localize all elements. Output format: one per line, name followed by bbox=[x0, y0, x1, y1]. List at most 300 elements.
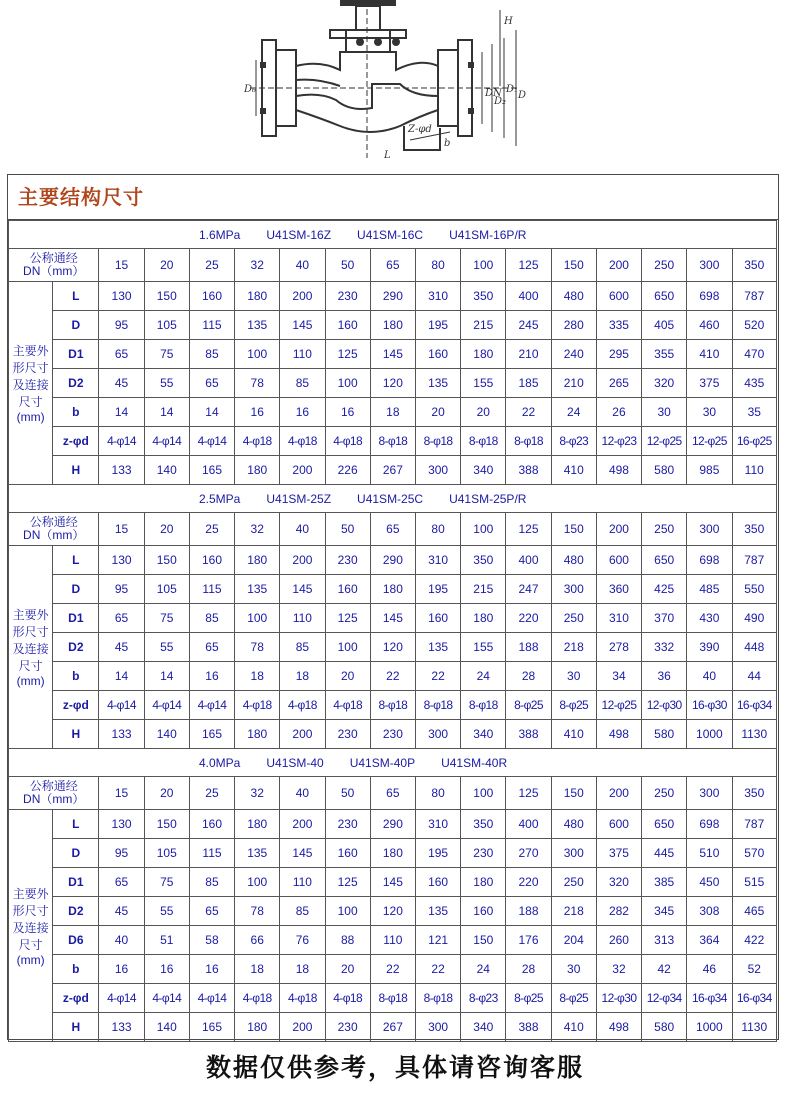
table-cell: 95 bbox=[99, 575, 144, 604]
table-cell: 1000 bbox=[687, 1013, 732, 1042]
table-cell: 195 bbox=[415, 839, 460, 868]
table-cell: 12-φ30 bbox=[596, 984, 641, 1013]
table-cell: 150 bbox=[144, 810, 189, 839]
table-cell: 340 bbox=[461, 720, 506, 749]
dn-value: 350 bbox=[732, 513, 777, 546]
group-label-line: 形尺寸 bbox=[12, 903, 49, 918]
table-cell: 580 bbox=[642, 720, 687, 749]
table-cell: 160 bbox=[415, 340, 460, 369]
table-cell: 8-φ23 bbox=[461, 984, 506, 1013]
table-cell: 332 bbox=[642, 633, 687, 662]
table-cell: 698 bbox=[687, 810, 732, 839]
table-cell: 4-φ18 bbox=[325, 984, 370, 1013]
table-cell: 22 bbox=[370, 955, 415, 984]
table-cell: 160 bbox=[415, 868, 460, 897]
table-cell: 498 bbox=[596, 720, 641, 749]
pressure-rating: 2.5MPa bbox=[199, 491, 241, 506]
table-cell: 520 bbox=[732, 311, 777, 340]
dn-value: 250 bbox=[642, 777, 687, 810]
table-cell: 18 bbox=[370, 398, 415, 427]
table-cell: 370 bbox=[642, 604, 687, 633]
dn-value: 80 bbox=[415, 777, 460, 810]
table-cell: 110 bbox=[732, 456, 777, 485]
table-cell: 310 bbox=[415, 282, 460, 311]
pressure-rating: 4.0MPa bbox=[199, 755, 241, 770]
table-cell: 265 bbox=[596, 369, 641, 398]
table-cell: 75 bbox=[144, 604, 189, 633]
table-cell: 4-φ14 bbox=[189, 691, 234, 720]
table-cell: 4-φ18 bbox=[325, 427, 370, 456]
table-cell: 110 bbox=[280, 868, 325, 897]
group-label bbox=[9, 546, 53, 749]
dn-header-line: DN（mm） bbox=[23, 528, 85, 542]
table-cell: 460 bbox=[687, 311, 732, 340]
table-cell: 280 bbox=[551, 311, 596, 340]
table-cell: 12-φ23 bbox=[596, 427, 641, 456]
dimensions-table bbox=[8, 220, 777, 1042]
row-label: b bbox=[53, 955, 99, 984]
table-cell: 160 bbox=[189, 282, 234, 311]
table-cell: 300 bbox=[415, 456, 460, 485]
table-cell: 320 bbox=[642, 369, 687, 398]
table-cell: 200 bbox=[280, 456, 325, 485]
table-cell: 310 bbox=[596, 604, 641, 633]
table-cell: 204 bbox=[551, 926, 596, 955]
row-label: H bbox=[53, 456, 99, 485]
group-label bbox=[9, 282, 53, 485]
table-cell: 185 bbox=[506, 369, 551, 398]
table-cell: 390 bbox=[687, 633, 732, 662]
table-cell: 16 bbox=[280, 398, 325, 427]
table-cell: 450 bbox=[687, 868, 732, 897]
table-cell: 180 bbox=[461, 868, 506, 897]
table-cell: 135 bbox=[415, 897, 460, 926]
table-cell: 125 bbox=[325, 340, 370, 369]
group-label-line: 主要外 bbox=[12, 344, 49, 358]
table-cell: 145 bbox=[280, 839, 325, 868]
table-row bbox=[9, 398, 777, 427]
table-cell: 100 bbox=[325, 633, 370, 662]
table-cell: 220 bbox=[506, 604, 551, 633]
row-label: D bbox=[53, 311, 99, 340]
table-cell: 120 bbox=[370, 633, 415, 662]
table-cell: 160 bbox=[415, 604, 460, 633]
section-header bbox=[9, 485, 777, 513]
table-cell: 8-φ18 bbox=[370, 691, 415, 720]
dn-value: 250 bbox=[642, 249, 687, 282]
table-cell: 195 bbox=[415, 311, 460, 340]
table-row bbox=[9, 604, 777, 633]
table-cell: 200 bbox=[280, 1013, 325, 1042]
dn-value: 100 bbox=[461, 777, 506, 810]
dn-value: 80 bbox=[415, 513, 460, 546]
table-cell: 515 bbox=[732, 868, 777, 897]
table-cell: 580 bbox=[642, 456, 687, 485]
table-cell: 787 bbox=[732, 810, 777, 839]
dn-value: 125 bbox=[506, 513, 551, 546]
dn-header bbox=[9, 777, 99, 810]
section-header bbox=[9, 749, 777, 777]
table-cell: 135 bbox=[415, 369, 460, 398]
table-cell: 22 bbox=[370, 662, 415, 691]
table-row bbox=[9, 839, 777, 868]
table-cell: 4-φ18 bbox=[325, 691, 370, 720]
dn-value: 125 bbox=[506, 777, 551, 810]
table-row bbox=[9, 633, 777, 662]
dn-value: 300 bbox=[687, 513, 732, 546]
table-cell: 85 bbox=[189, 604, 234, 633]
table-cell: 375 bbox=[687, 369, 732, 398]
table-cell: 375 bbox=[596, 839, 641, 868]
table-cell: 350 bbox=[461, 282, 506, 311]
table-cell: 282 bbox=[596, 897, 641, 926]
dn-value: 100 bbox=[461, 513, 506, 546]
dn-value: 20 bbox=[144, 249, 189, 282]
model-number: U41SM-25C bbox=[357, 491, 424, 506]
group-label-line: 形尺寸 bbox=[12, 361, 49, 375]
table-cell: 180 bbox=[235, 456, 280, 485]
table-cell: 4-φ18 bbox=[280, 984, 325, 1013]
table-cell: 58 bbox=[189, 926, 234, 955]
table-cell: 145 bbox=[280, 575, 325, 604]
table-cell: 787 bbox=[732, 282, 777, 311]
dim-d-label: D bbox=[518, 90, 527, 101]
table-cell: 42 bbox=[642, 955, 687, 984]
table-cell: 1000 bbox=[687, 720, 732, 749]
table-row bbox=[9, 456, 777, 485]
table-cell: 260 bbox=[596, 926, 641, 955]
model-number: U41SM-25Z bbox=[266, 491, 332, 506]
table-cell: 28 bbox=[506, 662, 551, 691]
dn-value: 32 bbox=[235, 513, 280, 546]
group-label-line: 尺寸 bbox=[18, 659, 43, 673]
table-cell: 180 bbox=[461, 340, 506, 369]
table-row bbox=[9, 427, 777, 456]
table-cell: 12-φ34 bbox=[642, 984, 687, 1013]
dn-value: 25 bbox=[189, 777, 234, 810]
table-cell: 480 bbox=[551, 546, 596, 575]
table-cell: 24 bbox=[461, 662, 506, 691]
table-cell: 135 bbox=[415, 633, 460, 662]
table-cell: 400 bbox=[506, 810, 551, 839]
table-cell: 125 bbox=[325, 868, 370, 897]
table-cell: 4-φ14 bbox=[144, 691, 189, 720]
table-cell: 130 bbox=[99, 282, 144, 311]
table-cell: 698 bbox=[687, 546, 732, 575]
table-cell: 335 bbox=[596, 311, 641, 340]
table-cell: 490 bbox=[732, 604, 777, 633]
table-cell: 100 bbox=[235, 868, 280, 897]
table-row bbox=[9, 575, 777, 604]
table-cell: 133 bbox=[99, 456, 144, 485]
row-label: b bbox=[53, 662, 99, 691]
table-cell: 105 bbox=[144, 311, 189, 340]
table-cell: 20 bbox=[325, 955, 370, 984]
table-cell: 160 bbox=[189, 810, 234, 839]
dn-value: 65 bbox=[370, 513, 415, 546]
dn-value: 80 bbox=[415, 249, 460, 282]
table-cell: 140 bbox=[144, 1013, 189, 1042]
table-cell: 480 bbox=[551, 282, 596, 311]
dn-header-line: 公称通经 bbox=[29, 515, 78, 529]
table-cell: 145 bbox=[370, 604, 415, 633]
table-cell: 150 bbox=[461, 926, 506, 955]
table-cell: 26 bbox=[596, 398, 641, 427]
table-cell: 65 bbox=[189, 633, 234, 662]
table-cell: 65 bbox=[99, 868, 144, 897]
table-cell: 75 bbox=[144, 868, 189, 897]
table-cell: 180 bbox=[370, 575, 415, 604]
dim-b-label: b bbox=[444, 138, 451, 149]
table-cell: 12-φ30 bbox=[642, 691, 687, 720]
table-cell: 176 bbox=[506, 926, 551, 955]
dn-value: 32 bbox=[235, 777, 280, 810]
row-label: z-φd bbox=[53, 427, 99, 456]
dn-header bbox=[9, 249, 99, 282]
dn-value: 250 bbox=[642, 513, 687, 546]
table-cell: 24 bbox=[461, 955, 506, 984]
table-cell: 16 bbox=[99, 955, 144, 984]
row-label: z-φd bbox=[53, 691, 99, 720]
table-cell: 698 bbox=[687, 282, 732, 311]
table-cell: 1130 bbox=[732, 1013, 777, 1042]
table-cell: 8-φ25 bbox=[551, 691, 596, 720]
table-cell: 22 bbox=[415, 955, 460, 984]
dim-d2-label: D₂ bbox=[494, 96, 507, 107]
table-cell: 355 bbox=[642, 340, 687, 369]
row-label: L bbox=[53, 282, 99, 311]
table-row bbox=[9, 926, 777, 955]
table-cell: 410 bbox=[551, 720, 596, 749]
row-label: D1 bbox=[53, 868, 99, 897]
table-cell: 88 bbox=[325, 926, 370, 955]
table-cell: 110 bbox=[370, 926, 415, 955]
table-cell: 8-φ25 bbox=[506, 691, 551, 720]
dn-value: 15 bbox=[99, 249, 144, 282]
table-cell: 1130 bbox=[732, 720, 777, 749]
table-cell: 20 bbox=[325, 662, 370, 691]
table-cell: 465 bbox=[732, 897, 777, 926]
table-cell: 230 bbox=[325, 1013, 370, 1042]
group-label-line: (mm) bbox=[16, 410, 45, 424]
table-cell: 787 bbox=[732, 546, 777, 575]
table-cell: 550 bbox=[732, 575, 777, 604]
table-cell: 4-φ18 bbox=[235, 691, 280, 720]
table-cell: 498 bbox=[596, 456, 641, 485]
group-label-line: (mm) bbox=[16, 674, 45, 688]
row-label: b bbox=[53, 398, 99, 427]
table-cell: 121 bbox=[415, 926, 460, 955]
table-cell: 388 bbox=[506, 720, 551, 749]
row-label: z-φd bbox=[53, 984, 99, 1013]
dn-value: 40 bbox=[280, 777, 325, 810]
table-cell: 300 bbox=[551, 839, 596, 868]
table-cell: 85 bbox=[189, 340, 234, 369]
dn-value: 300 bbox=[687, 777, 732, 810]
dn-value: 150 bbox=[551, 249, 596, 282]
table-cell: 600 bbox=[596, 282, 641, 311]
table-cell: 340 bbox=[461, 456, 506, 485]
section-header bbox=[9, 221, 777, 249]
table-cell: 30 bbox=[551, 955, 596, 984]
table-cell: 267 bbox=[370, 1013, 415, 1042]
table-cell: 145 bbox=[370, 340, 415, 369]
table-cell: 215 bbox=[461, 311, 506, 340]
table-cell: 388 bbox=[506, 1013, 551, 1042]
model-number: U41SM-16P/R bbox=[449, 227, 527, 242]
table-cell: 65 bbox=[99, 604, 144, 633]
group-label-line: 尺寸 bbox=[18, 395, 43, 409]
table-cell: 95 bbox=[99, 839, 144, 868]
table-cell: 388 bbox=[506, 456, 551, 485]
table-cell: 45 bbox=[99, 369, 144, 398]
table-cell: 180 bbox=[235, 546, 280, 575]
table-cell: 180 bbox=[370, 839, 415, 868]
table-cell: 45 bbox=[99, 633, 144, 662]
table-cell: 218 bbox=[551, 897, 596, 926]
section-header-row bbox=[9, 485, 777, 513]
table-cell: 308 bbox=[687, 897, 732, 926]
group-label-line: 形尺寸 bbox=[12, 625, 49, 639]
table-cell: 85 bbox=[280, 369, 325, 398]
table-cell: 230 bbox=[325, 720, 370, 749]
dn-value: 200 bbox=[596, 777, 641, 810]
table-cell: 247 bbox=[506, 575, 551, 604]
dn-row bbox=[9, 249, 777, 282]
table-cell: 18 bbox=[280, 662, 325, 691]
dn-header-line: DN（mm） bbox=[23, 792, 85, 806]
section-header-row bbox=[9, 749, 777, 777]
table-cell: 180 bbox=[235, 720, 280, 749]
row-label: D2 bbox=[53, 633, 99, 662]
table-cell: 230 bbox=[325, 546, 370, 575]
table-cell: 985 bbox=[687, 456, 732, 485]
table-cell: 140 bbox=[144, 720, 189, 749]
table-cell: 480 bbox=[551, 810, 596, 839]
footer-note: 数据仅供参考，具体请咨询客服 bbox=[205, 1053, 584, 1082]
group-label-line: 及连接 bbox=[12, 378, 49, 392]
table-cell: 435 bbox=[732, 369, 777, 398]
table-cell: 55 bbox=[144, 369, 189, 398]
table-cell: 30 bbox=[687, 398, 732, 427]
table-cell: 200 bbox=[280, 720, 325, 749]
table-cell: 220 bbox=[506, 868, 551, 897]
table-cell: 16-φ34 bbox=[732, 691, 777, 720]
table-cell: 145 bbox=[370, 868, 415, 897]
dn-value: 25 bbox=[189, 513, 234, 546]
table-cell: 405 bbox=[642, 311, 687, 340]
table-cell: 150 bbox=[144, 282, 189, 311]
table-cell: 165 bbox=[189, 456, 234, 485]
table-cell: 422 bbox=[732, 926, 777, 955]
table-cell: 135 bbox=[235, 839, 280, 868]
model-number: U41SM-40 bbox=[266, 755, 324, 770]
table-cell: 85 bbox=[189, 868, 234, 897]
table-cell: 410 bbox=[687, 340, 732, 369]
table-cell: 278 bbox=[596, 633, 641, 662]
table-cell: 4-φ14 bbox=[99, 427, 144, 456]
table-cell: 600 bbox=[596, 810, 641, 839]
table-cell: 200 bbox=[280, 282, 325, 311]
table-cell: 385 bbox=[642, 868, 687, 897]
table-cell: 230 bbox=[325, 810, 370, 839]
table-cell: 250 bbox=[551, 868, 596, 897]
table-cell: 75 bbox=[144, 340, 189, 369]
table-cell: 4-φ14 bbox=[99, 984, 144, 1013]
table-cell: 210 bbox=[551, 369, 596, 398]
table-cell: 448 bbox=[732, 633, 777, 662]
table-cell: 16 bbox=[235, 398, 280, 427]
table-cell: 16 bbox=[189, 955, 234, 984]
pressure-rating: 1.6MPa bbox=[199, 227, 241, 242]
dn-value: 25 bbox=[189, 249, 234, 282]
table-cell: 16-φ34 bbox=[687, 984, 732, 1013]
table-row bbox=[9, 1013, 777, 1042]
table-row bbox=[9, 691, 777, 720]
table-cell: 295 bbox=[596, 340, 641, 369]
dim-d1-label: D₁ bbox=[506, 84, 519, 95]
table-cell: 40 bbox=[687, 662, 732, 691]
table-cell: 313 bbox=[642, 926, 687, 955]
table-cell: 195 bbox=[415, 575, 460, 604]
table-cell: 498 bbox=[596, 1013, 641, 1042]
table-cell: 12-φ25 bbox=[687, 427, 732, 456]
table-cell: 240 bbox=[551, 340, 596, 369]
table-cell: 20 bbox=[461, 398, 506, 427]
table-cell: 125 bbox=[325, 604, 370, 633]
table-cell: 115 bbox=[189, 311, 234, 340]
table-cell: 8-φ18 bbox=[415, 691, 460, 720]
table-row bbox=[9, 340, 777, 369]
row-label: D6 bbox=[53, 926, 99, 955]
panel-title: 主要结构尺寸 bbox=[8, 175, 778, 220]
table-cell: 32 bbox=[596, 955, 641, 984]
table-cell: 200 bbox=[280, 810, 325, 839]
dn-value: 20 bbox=[144, 777, 189, 810]
table-cell: 300 bbox=[415, 1013, 460, 1042]
table-cell: 16 bbox=[325, 398, 370, 427]
dn-value: 150 bbox=[551, 513, 596, 546]
dim-h-label: H bbox=[504, 16, 513, 27]
table-cell: 210 bbox=[506, 340, 551, 369]
table-cell: 215 bbox=[461, 575, 506, 604]
table-cell: 4-φ14 bbox=[144, 984, 189, 1013]
table-cell: 115 bbox=[189, 839, 234, 868]
table-cell: 4-φ18 bbox=[235, 984, 280, 1013]
table-cell: 226 bbox=[325, 456, 370, 485]
table-cell: 135 bbox=[235, 311, 280, 340]
dn-value: 200 bbox=[596, 513, 641, 546]
table-cell: 45 bbox=[99, 897, 144, 926]
table-cell: 145 bbox=[280, 311, 325, 340]
table-cell: 445 bbox=[642, 839, 687, 868]
table-cell: 150 bbox=[144, 546, 189, 575]
table-cell: 4-φ18 bbox=[235, 427, 280, 456]
table-cell: 245 bbox=[506, 311, 551, 340]
table-row bbox=[9, 282, 777, 311]
table-cell: 340 bbox=[461, 1013, 506, 1042]
table-cell: 350 bbox=[461, 546, 506, 575]
table-cell: 155 bbox=[461, 633, 506, 662]
table-cell: 4-φ14 bbox=[99, 691, 144, 720]
table-cell: 30 bbox=[642, 398, 687, 427]
dn-header bbox=[9, 513, 99, 546]
dn-header-line: 公称通经 bbox=[29, 251, 78, 265]
table-cell: 12-φ25 bbox=[596, 691, 641, 720]
table-cell: 52 bbox=[732, 955, 777, 984]
table-row bbox=[9, 897, 777, 926]
table-cell: 230 bbox=[461, 839, 506, 868]
